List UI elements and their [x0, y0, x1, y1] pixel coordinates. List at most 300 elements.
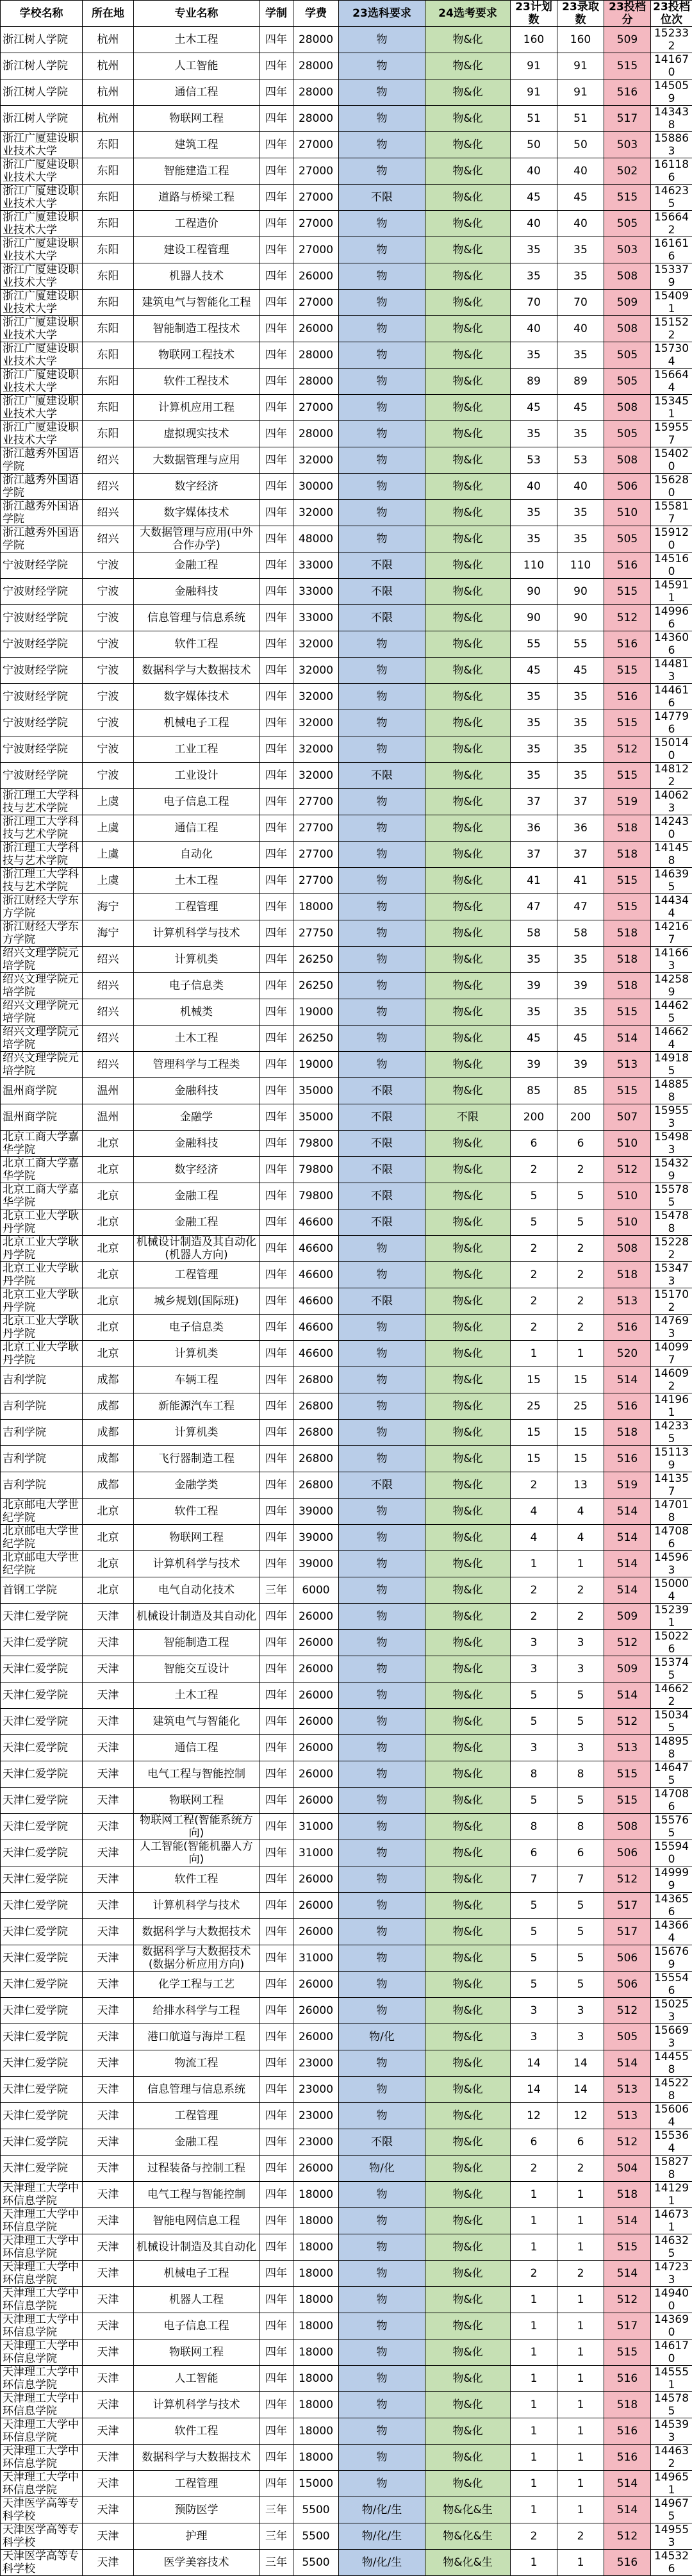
cutoff-score-cell: 505 — [604, 342, 651, 369]
location-cell: 天津 — [83, 1945, 134, 1972]
plan-count-cell: 40 — [511, 474, 557, 500]
plan-count-cell: 37 — [511, 789, 557, 815]
table-row — [1, 2182, 692, 2208]
cutoff-score-cell: 512 — [604, 736, 651, 763]
subject-req-23-cell: 物/化 — [339, 2024, 425, 2050]
cutoff-score-cell: 514 — [604, 2050, 651, 2077]
school-name-cell: 天津理工大学中环信息学院 — [1, 2287, 83, 2313]
duration-cell: 四年 — [260, 1078, 293, 1104]
plan-count-cell: 45 — [511, 1026, 557, 1052]
location-cell: 宁波 — [83, 553, 134, 579]
cutoff-score-cell: 514 — [604, 1367, 651, 1393]
major-name-cell: 虚拟现实技术 — [134, 421, 260, 447]
subject-req-24-cell: 物&化 — [425, 973, 511, 999]
school-name-cell: 北京工商大学嘉华学院 — [1, 1183, 83, 1209]
location-cell: 天津 — [83, 1919, 134, 1945]
admit-count-cell: 1 — [557, 2234, 604, 2261]
major-name-cell: 建筑电气与智能化工程 — [134, 290, 260, 316]
location-cell: 天津 — [83, 2523, 134, 2550]
table-row — [1, 1262, 692, 1288]
major-name-cell: 计算机类 — [134, 1341, 260, 1367]
major-name-cell: 计算机科学与技术 — [134, 1893, 260, 1919]
subject-req-23-cell: 物 — [339, 1236, 425, 1262]
admit-count-header: 23录取数 — [557, 1, 604, 27]
table-row — [1, 868, 692, 894]
plan-count-cell: 2 — [511, 1262, 557, 1288]
subject-req-23-cell: 不限 — [339, 1131, 425, 1157]
tuition-cell: 18000 — [293, 2445, 339, 2471]
duration-cell: 四年 — [260, 474, 293, 500]
cutoff-score-cell: 517 — [604, 1893, 651, 1919]
location-cell: 宁波 — [83, 631, 134, 658]
tuition-cell: 28000 — [293, 79, 339, 106]
cutoff-score-cell: 509 — [604, 1604, 651, 1630]
table-row — [1, 1735, 692, 1761]
duration-cell: 四年 — [260, 1157, 293, 1183]
plan-count-cell: 3 — [511, 1735, 557, 1761]
cutoff-rank-cell: 140623 — [651, 789, 692, 815]
table-row — [1, 1420, 692, 1446]
cutoff-score-cell: 513 — [604, 1288, 651, 1315]
school-name-cell: 宁波财经学院 — [1, 579, 83, 605]
admit-count-cell: 1 — [557, 1551, 604, 1577]
school-name-cell: 天津仁爱学院 — [1, 1604, 83, 1630]
admit-count-cell: 15 — [557, 1367, 604, 1393]
major-name-cell: 医学美容技术 — [134, 2550, 260, 2576]
subject-req-24-cell: 物&化 — [425, 1341, 511, 1367]
admit-count-cell: 2 — [557, 2156, 604, 2182]
location-cell: 天津 — [83, 1735, 134, 1761]
major-name-cell: 数字媒体技术 — [134, 684, 260, 710]
table-row — [1, 1577, 692, 1604]
location-cell: 海宁 — [83, 894, 134, 920]
location-cell: 天津 — [83, 2550, 134, 2576]
tuition-cell: 27700 — [293, 842, 339, 868]
table-row — [1, 1183, 692, 1209]
major-name-cell: 金融学 — [134, 1104, 260, 1131]
subject-req-23-cell: 物 — [339, 1577, 425, 1604]
cutoff-score-cell: 515 — [604, 2339, 651, 2366]
school-name-cell: 浙江理工大学科技与艺术学院 — [1, 815, 83, 842]
subject-req-23-cell: 物 — [339, 316, 425, 342]
subject-req-24-cell: 物&化 — [425, 1446, 511, 1472]
cutoff-rank-header: 23投档位次 — [651, 1, 692, 27]
major-name-cell: 大数据管理与应用 — [134, 447, 260, 474]
tuition-cell: 26000 — [293, 1866, 339, 1893]
duration-cell: 四年 — [260, 447, 293, 474]
cutoff-rank-cell: 145228 — [651, 2077, 692, 2103]
cutoff-rank-cell: 152332 — [651, 27, 692, 53]
major-name-cell: 智能制造工程技术 — [134, 316, 260, 342]
cutoff-score-cell: 505 — [604, 369, 651, 395]
tuition-cell: 26800 — [293, 1472, 339, 1499]
table-row — [1, 2471, 692, 2497]
table-row — [1, 27, 692, 53]
major-name-cell: 物联网工程 — [134, 2339, 260, 2366]
admit-count-cell: 39 — [557, 1052, 604, 1078]
subject-req-24-cell: 物&化 — [425, 920, 511, 947]
cutoff-score-cell: 515 — [604, 999, 651, 1026]
table-row — [1, 1315, 692, 1341]
cutoff-score-cell: 510 — [604, 1183, 651, 1209]
major-name-cell: 机械设计制造及其自动化 — [134, 2234, 260, 2261]
admit-count-cell: 1 — [557, 2471, 604, 2497]
duration-cell: 四年 — [260, 316, 293, 342]
admit-count-cell: 5 — [557, 1709, 604, 1735]
tuition-cell: 26000 — [293, 1630, 339, 1656]
admit-count-cell: 40 — [557, 316, 604, 342]
cutoff-score-cell: 515 — [604, 1078, 651, 1104]
plan-count-cell: 8 — [511, 1761, 557, 1788]
cutoff-rank-cell: 155940 — [651, 1840, 692, 1866]
duration-cell: 四年 — [260, 631, 293, 658]
duration-cell: 四年 — [260, 1315, 293, 1341]
major-name-cell: 软件工程 — [134, 1866, 260, 1893]
major-name-cell: 土木工程 — [134, 27, 260, 53]
cutoff-rank-cell: 146235 — [651, 185, 692, 211]
subject-req-23-cell: 不限 — [339, 185, 425, 211]
table-row — [1, 658, 692, 684]
major-name-cell: 信息管理与信息系统 — [134, 2077, 260, 2103]
subject-req-23-cell: 物 — [339, 1945, 425, 1972]
tuition-cell: 26250 — [293, 973, 339, 999]
location-cell: 北京 — [83, 1183, 134, 1209]
major-name-cell: 智能交互设计 — [134, 1656, 260, 1683]
duration-cell: 四年 — [260, 2366, 293, 2392]
duration-cell: 四年 — [260, 763, 293, 789]
duration-cell: 四年 — [260, 2313, 293, 2339]
location-cell: 北京 — [83, 1157, 134, 1183]
cutoff-score-cell: 503 — [604, 132, 651, 158]
plan-count-cell: 8 — [511, 1814, 557, 1840]
plan-count-cell: 12 — [511, 2103, 557, 2129]
cutoff-score-cell: 512 — [604, 1709, 651, 1735]
school-name-cell: 宁波财经学院 — [1, 684, 83, 710]
major-name-cell: 电气工程与智能控制 — [134, 2182, 260, 2208]
cutoff-score-cell: 503 — [604, 237, 651, 263]
duration-cell: 四年 — [260, 342, 293, 369]
admit-count-cell: 1 — [557, 2366, 604, 2392]
school-name-cell: 天津医学高等专科学校 — [1, 2523, 83, 2550]
cutoff-rank-cell: 146395 — [651, 868, 692, 894]
cutoff-rank-cell: 146092 — [651, 1367, 692, 1393]
school-name-cell: 浙江广厦建设职业技术大学 — [1, 263, 83, 290]
admit-count-cell: 5 — [557, 1183, 604, 1209]
admit-count-cell: 51 — [557, 106, 604, 132]
duration-cell: 四年 — [260, 894, 293, 920]
table-row — [1, 1972, 692, 1998]
admit-count-cell: 35 — [557, 342, 604, 369]
major-name-cell: 工程管理 — [134, 2103, 260, 2129]
location-cell: 东阳 — [83, 421, 134, 447]
tuition-cell: 26000 — [293, 1998, 339, 2024]
admit-count-cell: 2 — [557, 1604, 604, 1630]
cutoff-score-cell: 514 — [604, 1577, 651, 1604]
table-row — [1, 999, 692, 1026]
tuition-cell: 26000 — [293, 1683, 339, 1709]
plan-count-cell: 160 — [511, 27, 557, 53]
school-name-cell: 绍兴文理学院元培学院 — [1, 973, 83, 999]
subject-req-23-cell: 物 — [339, 421, 425, 447]
duration-cell: 四年 — [260, 1656, 293, 1683]
plan-count-cell: 2 — [511, 2523, 557, 2550]
cutoff-rank-cell: 149553 — [651, 2523, 692, 2550]
location-cell: 北京 — [83, 1315, 134, 1341]
major-name-cell: 物联网工程(智能系统方向) — [134, 1814, 260, 1840]
school-name-cell: 浙江广厦建设职业技术大学 — [1, 158, 83, 185]
admit-count-cell: 40 — [557, 158, 604, 185]
table-row — [1, 1788, 692, 1814]
subject-req-23-cell: 物 — [339, 947, 425, 973]
subject-req-23-cell: 不限 — [339, 1472, 425, 1499]
subject-req-24-cell: 物&化 — [425, 2103, 511, 2129]
subject-req-23-cell: 物 — [339, 2182, 425, 2208]
school-name-cell: 温州商学院 — [1, 1078, 83, 1104]
subject-req-23-cell: 物 — [339, 1788, 425, 1814]
plan-count-cell: 35 — [511, 947, 557, 973]
tuition-cell: 23000 — [293, 2129, 339, 2156]
tuition-cell: 18000 — [293, 2208, 339, 2234]
plan-count-cell: 4 — [511, 1525, 557, 1551]
location-cell: 天津 — [83, 1709, 134, 1735]
school-name-cell: 天津仁爱学院 — [1, 1866, 83, 1893]
location-cell: 成都 — [83, 1393, 134, 1420]
admit-count-cell: 45 — [557, 1026, 604, 1052]
admit-count-cell: 14 — [557, 2077, 604, 2103]
plan-count-cell: 14 — [511, 2050, 557, 2077]
cutoff-rank-cell: 145393 — [651, 2418, 692, 2445]
admit-count-cell: 35 — [557, 999, 604, 1026]
location-cell: 天津 — [83, 2339, 134, 2366]
duration-cell: 四年 — [260, 1604, 293, 1630]
table-row — [1, 1893, 692, 1919]
major-name-cell: 物联网工程 — [134, 106, 260, 132]
major-name-cell: 金融科技 — [134, 1131, 260, 1157]
subject-req-23-cell: 物 — [339, 27, 425, 53]
duration-cell: 四年 — [260, 1288, 293, 1315]
admit-count-cell: 70 — [557, 290, 604, 316]
tuition-cell: 27700 — [293, 789, 339, 815]
location-cell: 天津 — [83, 1998, 134, 2024]
school-name-cell: 天津理工大学中环信息学院 — [1, 2261, 83, 2287]
admit-count-cell: 5 — [557, 1972, 604, 1998]
cutoff-score-cell: 515 — [604, 185, 651, 211]
table-row — [1, 684, 692, 710]
school-name-header: 学校名称 — [1, 1, 83, 27]
cutoff-rank-cell: 147018 — [651, 1499, 692, 1525]
plan-count-cell: 5 — [511, 1209, 557, 1236]
tuition-cell: 28000 — [293, 342, 339, 369]
tuition-cell: 26000 — [293, 1604, 339, 1630]
cutoff-score-cell: 512 — [604, 1998, 651, 2024]
admit-count-cell: 2 — [557, 1262, 604, 1288]
school-name-cell: 天津仁爱学院 — [1, 2156, 83, 2182]
location-cell: 天津 — [83, 1656, 134, 1683]
plan-count-cell: 1 — [511, 2445, 557, 2471]
table-row — [1, 1288, 692, 1315]
duration-cell: 四年 — [260, 684, 293, 710]
subject-req-23-cell: 物 — [339, 1551, 425, 1577]
table-row — [1, 973, 692, 999]
location-cell: 宁波 — [83, 710, 134, 736]
tuition-cell: 26000 — [293, 316, 339, 342]
admit-count-cell: 110 — [557, 553, 604, 579]
cutoff-rank-cell: 149651 — [651, 2471, 692, 2497]
location-cell: 宁波 — [83, 684, 134, 710]
subject-req-24-cell: 物&化 — [425, 631, 511, 658]
school-name-cell: 浙江广厦建设职业技术大学 — [1, 211, 83, 237]
subject-req-24-cell: 物&化 — [425, 2339, 511, 2366]
duration-header: 学制 — [260, 1, 293, 27]
subject-req-23-cell: 不限 — [339, 1078, 425, 1104]
subject-req-24-cell: 物&化 — [425, 2208, 511, 2234]
major-name-cell: 土木工程 — [134, 1026, 260, 1052]
cutoff-score-cell: 514 — [604, 1499, 651, 1525]
school-name-cell: 浙江越秀外国语学院 — [1, 447, 83, 474]
subject-req-23-cell: 物 — [339, 395, 425, 421]
tuition-cell: 18000 — [293, 2392, 339, 2418]
school-name-cell: 浙江越秀外国语学院 — [1, 474, 83, 500]
subject-req-24-cell: 物&化 — [425, 2156, 511, 2182]
tuition-cell: 6000 — [293, 1577, 339, 1604]
subject-req-23-cell: 物 — [339, 2208, 425, 2234]
table-row — [1, 2050, 692, 2077]
tuition-cell: 26000 — [293, 2156, 339, 2182]
duration-cell: 四年 — [260, 27, 293, 53]
cutoff-rank-cell: 156769 — [651, 1945, 692, 1972]
subject-req-23-cell: 物 — [339, 1630, 425, 1656]
admit-count-cell: 1 — [557, 2182, 604, 2208]
subject-req-24-cell: 物&化 — [425, 290, 511, 316]
subject-req-24-cell: 物&化 — [425, 263, 511, 290]
major-name-cell: 物联网工程 — [134, 1788, 260, 1814]
admit-count-cell: 1 — [557, 2497, 604, 2523]
table-row — [1, 1840, 692, 1866]
table-row — [1, 237, 692, 263]
table-row — [1, 842, 692, 868]
location-cell: 杭州 — [83, 53, 134, 79]
plan-count-cell: 90 — [511, 579, 557, 605]
duration-cell: 四年 — [260, 500, 293, 526]
plan-count-cell: 35 — [511, 710, 557, 736]
duration-cell: 四年 — [260, 369, 293, 395]
location-cell: 天津 — [83, 2392, 134, 2418]
subject-req-23-cell: 物 — [339, 2261, 425, 2287]
subject-req-24-cell: 物&化 — [425, 421, 511, 447]
cutoff-rank-cell: 148958 — [651, 1735, 692, 1761]
subject-req-24-cell: 物&化 — [425, 447, 511, 474]
subject-req-24-cell: 物&化 — [425, 2418, 511, 2445]
duration-cell: 四年 — [260, 395, 293, 421]
plan-count-cell: 5 — [511, 1683, 557, 1709]
duration-cell: 四年 — [260, 185, 293, 211]
location-cell: 天津 — [83, 2208, 134, 2234]
school-name-cell: 天津仁爱学院 — [1, 1814, 83, 1840]
subject-req-23-cell: 物 — [339, 1262, 425, 1288]
cutoff-rank-cell: 144813 — [651, 658, 692, 684]
plan-count-cell: 15 — [511, 1420, 557, 1446]
table-row — [1, 1209, 692, 1236]
table-row — [1, 579, 692, 605]
location-cell: 天津 — [83, 2182, 134, 2208]
school-name-cell: 天津理工大学中环信息学院 — [1, 2445, 83, 2471]
school-name-cell: 浙江越秀外国语学院 — [1, 526, 83, 553]
major-name-cell: 电气工程与智能控制 — [134, 1761, 260, 1788]
subject-req-24-cell: 不限 — [425, 1104, 511, 1131]
tuition-cell: 35000 — [293, 1104, 339, 1131]
tuition-cell: 33000 — [293, 605, 339, 631]
location-cell: 东阳 — [83, 342, 134, 369]
duration-cell: 四年 — [260, 2392, 293, 2418]
admit-count-cell: 89 — [557, 369, 604, 395]
duration-cell: 四年 — [260, 999, 293, 1026]
plan-count-cell: 45 — [511, 185, 557, 211]
duration-cell: 四年 — [260, 79, 293, 106]
major-name-cell: 数据科学与大数据技术 — [134, 658, 260, 684]
school-name-cell: 天津仁爱学院 — [1, 2103, 83, 2129]
subject-req-24-cell: 物&化 — [425, 106, 511, 132]
location-cell: 天津 — [83, 2471, 134, 2497]
admit-count-cell: 160 — [557, 27, 604, 53]
subject-req-24-cell: 物&化 — [425, 1315, 511, 1341]
subject-req-23-cell: 物 — [339, 2392, 425, 2418]
tuition-cell: 27700 — [293, 868, 339, 894]
subject-req-24-cell: 物&化 — [425, 1577, 511, 1604]
subject-req-23-cell: 物 — [339, 1683, 425, 1709]
major-name-cell: 智能电网信息工程 — [134, 2208, 260, 2234]
cutoff-rank-cell: 153745 — [651, 1656, 692, 1683]
plan-count-cell: 5 — [511, 1709, 557, 1735]
table-row — [1, 1446, 692, 1472]
subject-req-24-cell: 物&化 — [425, 1367, 511, 1393]
cutoff-rank-cell: 146622 — [651, 1683, 692, 1709]
tuition-header: 学费 — [293, 1, 339, 27]
subject-req-24-cell: 物&化 — [425, 316, 511, 342]
cutoff-score-cell: 515 — [604, 1788, 651, 1814]
major-name-cell: 数据科学与大数据技术(数据分析应用方向) — [134, 1945, 260, 1972]
admit-count-cell: 12 — [557, 2103, 604, 2129]
cutoff-rank-cell: 153473 — [651, 1262, 692, 1288]
duration-cell: 四年 — [260, 2024, 293, 2050]
school-name-cell: 吉利学院 — [1, 1367, 83, 1393]
admit-count-cell: 15 — [557, 1446, 604, 1472]
major-name-cell: 化学工程与工艺 — [134, 1972, 260, 1998]
table-row — [1, 132, 692, 158]
subject-req-24-cell: 物&化 — [425, 1735, 511, 1761]
subject-req-23-cell: 物 — [339, 1052, 425, 1078]
location-cell: 杭州 — [83, 106, 134, 132]
table-row — [1, 2156, 692, 2182]
admit-count-cell: 35 — [557, 263, 604, 290]
admit-count-cell: 55 — [557, 631, 604, 658]
subject-req-24-cell: 物&化 — [425, 815, 511, 842]
subject-req-23-cell: 不限 — [339, 763, 425, 789]
location-cell: 天津 — [83, 1840, 134, 1866]
admit-count-cell: 3 — [557, 1630, 604, 1656]
cutoff-score-cell: 514 — [604, 1683, 651, 1709]
duration-cell: 四年 — [260, 1525, 293, 1551]
admit-count-cell: 41 — [557, 868, 604, 894]
subject-req-24-cell: 物&化 — [425, 1840, 511, 1866]
subject-req-24-cell: 物&化 — [425, 2313, 511, 2339]
subject-req-23-cell: 物 — [339, 2103, 425, 2129]
cutoff-score-cell: 518 — [604, 973, 651, 999]
cutoff-score-cell: 508 — [604, 1236, 651, 1262]
subject-req-23-cell: 物/化/生 — [339, 2497, 425, 2523]
subject-req-23-cell: 物 — [339, 894, 425, 920]
school-name-cell: 天津理工大学中环信息学院 — [1, 2392, 83, 2418]
subject-req-24-cell: 物&化 — [425, 2392, 511, 2418]
